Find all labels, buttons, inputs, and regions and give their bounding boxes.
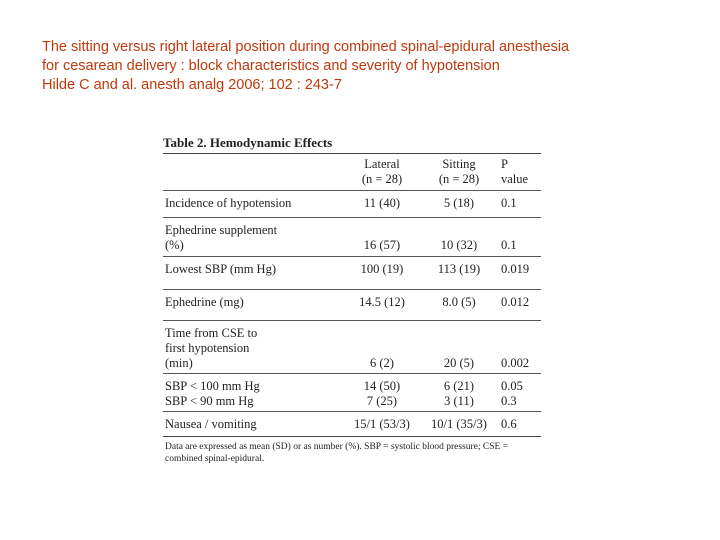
table-number: Table 2.: [163, 135, 207, 150]
slide-caption: [42, 38, 702, 95]
table-row: [163, 218, 541, 256]
cell-sitting-line: 10/1 (35/3): [431, 417, 487, 431]
cell-sitting: [425, 238, 493, 253]
table-heading: Hemodynamic Effects: [209, 135, 333, 150]
header-p-value-label: value: [501, 172, 529, 186]
cell-sitting-line: 5 (18): [443, 196, 475, 210]
cell-sitting: [425, 417, 493, 432]
row-label-line: Time from CSE to: [165, 326, 258, 340]
cell-p-value-line: 0.1: [501, 238, 517, 252]
cell-lateral-line: 14 (50): [363, 379, 401, 393]
cell-p-value: [501, 262, 541, 277]
row-label: [165, 379, 260, 409]
header-p-label: P: [501, 157, 508, 171]
cell-p-value: [501, 417, 541, 432]
cell-p-value-line: 0.05: [501, 379, 523, 393]
caption-title-line-2: for cesarean delivery : block characteristics and severity of hypotension: [42, 58, 500, 74]
cell-sitting: [425, 379, 493, 409]
cell-sitting-line: 3 (11): [444, 394, 474, 408]
row-label-line: Incidence of hypotension: [165, 196, 292, 210]
row-label-line: first hypotension: [165, 341, 250, 355]
cell-lateral: [341, 262, 423, 277]
row-label-line: Ephedrine (mg): [165, 295, 244, 309]
cell-lateral: [341, 295, 423, 310]
cell-lateral-line: 16 (57): [363, 238, 401, 252]
cell-p-value-line: 0.002: [501, 356, 530, 370]
cell-lateral-line: 15/1 (53/3): [354, 417, 410, 431]
cell-sitting-line: 20 (5): [443, 356, 475, 370]
table-title: [163, 134, 541, 153]
header-sitting: [425, 157, 493, 187]
table-row: [163, 374, 541, 411]
cell-sitting-line: 6 (21): [443, 379, 475, 393]
row-label: [165, 262, 276, 277]
row-label-line: Ephedrine supplement: [165, 223, 278, 237]
table-header-row: [163, 154, 541, 190]
cell-p-value-line: 0.1: [501, 196, 517, 210]
row-label-line: (%): [165, 238, 184, 252]
cell-p-value: [501, 356, 541, 371]
row-label-line: Lowest SBP (mm Hg): [165, 262, 276, 276]
cell-p-value: [501, 196, 541, 211]
header-sitting-n: (n = 28): [438, 172, 480, 186]
table-bottom-rule: [163, 436, 541, 437]
cell-p-value-line: 0.3: [501, 394, 517, 408]
row-label: [165, 326, 257, 371]
row-label-line: (min): [165, 356, 193, 370]
header-lateral: [341, 157, 423, 187]
caption-title-line-1: The sitting versus right lateral position during combined spinal-epidural anesthesia: [42, 39, 570, 55]
cell-sitting: [425, 295, 493, 310]
cell-lateral: [341, 196, 423, 211]
table-row: [163, 321, 541, 373]
table-row: [163, 191, 541, 217]
table-row: [163, 257, 541, 289]
table-row: [163, 290, 541, 320]
cell-p-value-line: 0.019: [501, 262, 530, 276]
cell-p-value-line: 0.6: [501, 417, 517, 431]
cell-sitting: [425, 262, 493, 277]
table-footnote: Data are expressed as mean (SD) or as number (%). SBP = systolic blood pressure; CSE = combined spinal-epidural.: [165, 442, 509, 464]
row-label-line: SBP < 100 mm Hg: [165, 379, 260, 393]
cell-p-value-line: 0.012: [501, 295, 530, 309]
hemodynamic-effects-table: [163, 134, 541, 465]
cell-sitting-line: 113 (19): [437, 262, 481, 276]
cell-sitting-line: 10 (32): [440, 238, 478, 252]
header-lateral-label: Lateral: [364, 157, 400, 171]
cell-sitting-line: 8.0 (5): [442, 295, 476, 309]
cell-lateral-line: 7 (25): [366, 394, 398, 408]
cell-sitting: [425, 356, 493, 371]
caption-citation: Hilde C and al. anesth analg 2006; 102 : 243-7: [42, 77, 342, 93]
cell-lateral: [341, 417, 423, 432]
cell-lateral: [341, 238, 423, 253]
row-label: [165, 196, 291, 211]
header-p-value: [501, 157, 541, 187]
row-label: [165, 417, 257, 432]
cell-sitting: [425, 196, 493, 211]
cell-p-value: [501, 379, 541, 409]
cell-p-value: [501, 295, 541, 310]
row-label-line: SBP < 90 mm Hg: [165, 394, 254, 408]
cell-lateral-line: 100 (19): [360, 262, 404, 276]
table-body: [163, 191, 541, 436]
cell-lateral: [341, 379, 423, 409]
header-sitting-label: Sitting: [442, 157, 476, 171]
row-label: [165, 295, 244, 310]
row-label-line: Nausea / vomiting: [165, 417, 257, 431]
cell-lateral-line: 6 (2): [370, 356, 394, 370]
cell-lateral: [341, 356, 423, 371]
header-lateral-n: (n = 28): [361, 172, 403, 186]
cell-lateral-line: 14.5 (12): [359, 295, 405, 309]
row-label: [165, 223, 277, 253]
cell-p-value: [501, 238, 541, 253]
table-row: [163, 412, 541, 436]
cell-lateral-line: 11 (40): [364, 196, 400, 210]
